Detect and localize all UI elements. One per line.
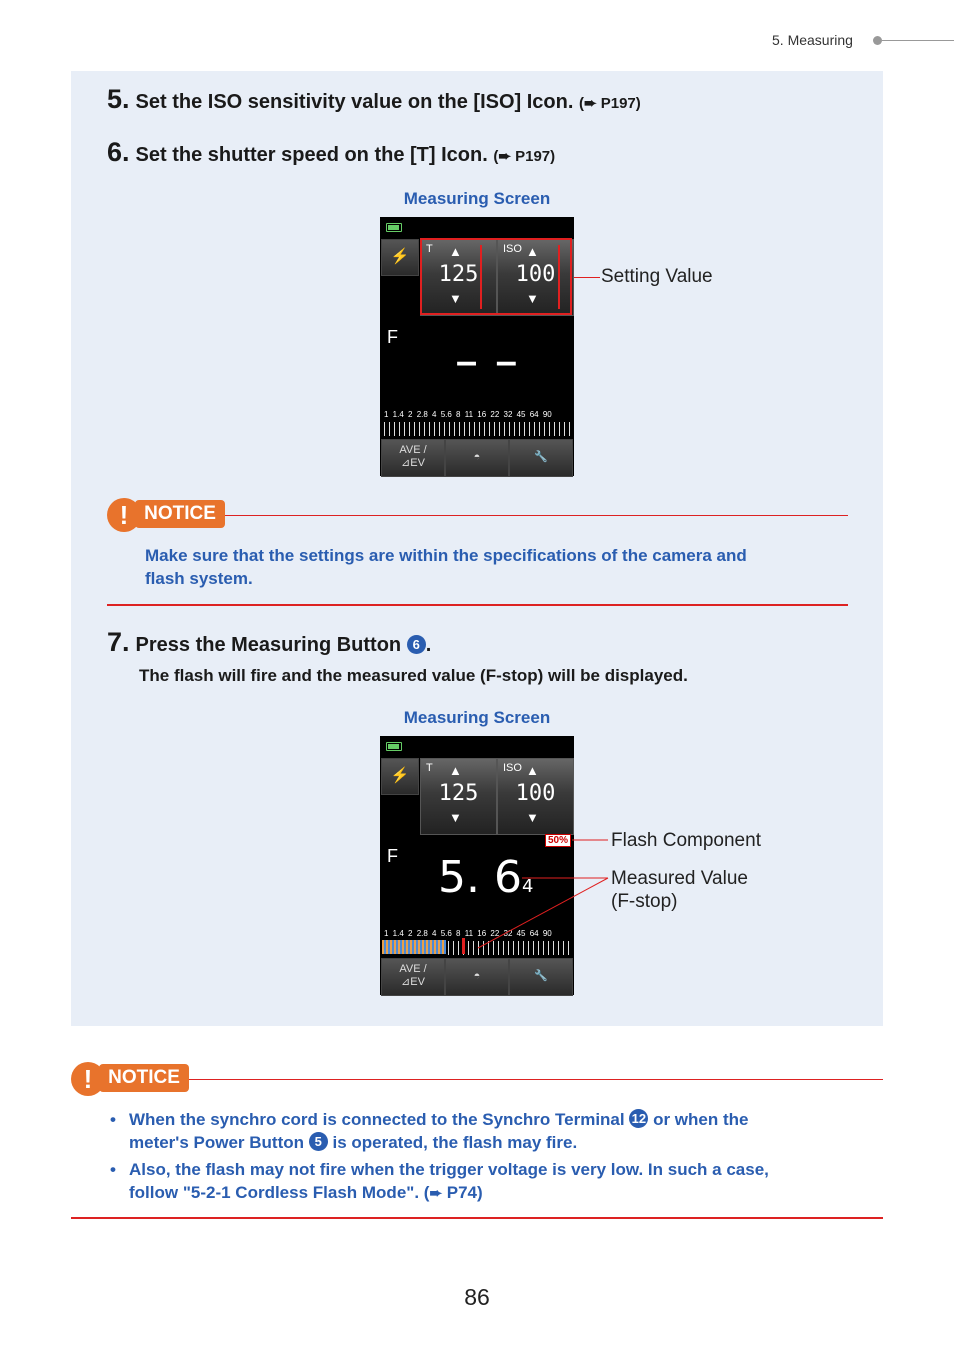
iso-tile[interactable]: ISO ▲ 100 ▼ (497, 239, 574, 316)
wrench-icon[interactable]: 🔧 (509, 439, 573, 477)
chevron-down-icon[interactable]: ▼ (449, 291, 462, 306)
screen-caption: Measuring Screen (403, 708, 551, 727)
measuring-screen-1 (380, 217, 574, 476)
callout-measured-value: Measured Value (F-stop) (611, 868, 748, 912)
chevron-down-icon[interactable]: ▼ (526, 291, 539, 306)
setting-highlight (420, 238, 572, 315)
iso-value: 100 (515, 262, 556, 287)
measured-value: 5. 64 (438, 852, 534, 903)
arrow-right-icon: ➨ (429, 1185, 443, 1202)
iso-value: 100 (515, 781, 556, 806)
notice-rule (189, 1079, 883, 1080)
f-label: F (387, 327, 398, 347)
step-6 (107, 137, 555, 168)
power-button-badge: 5 (309, 1132, 328, 1151)
notice-text: Make sure that the settings are within the specifications of the camera and flash system. (145, 546, 747, 588)
chevron-down-icon[interactable]: ▼ (449, 810, 462, 825)
measured-indicator (462, 938, 465, 954)
wrench-icon[interactable]: 🔧 (509, 958, 573, 996)
header-dot (873, 36, 882, 45)
notice-rule (225, 515, 848, 516)
chevron-up-icon[interactable]: ▲ (526, 763, 539, 778)
chevron-up-icon[interactable]: ▲ (449, 244, 462, 259)
measuring-button-badge: 6 (407, 635, 426, 654)
step-text: Set the shutter speed on the [T] Icon. (135, 144, 488, 166)
callout-leaders (470, 830, 610, 955)
callout-line (574, 277, 600, 278)
ave-ev-button[interactable]: AVE / ⊿EV (381, 958, 445, 996)
shutter-speed-value: 125 (438, 781, 479, 806)
ave-ev-button[interactable]: AVE / ⊿EV (381, 439, 445, 477)
battery-icon (386, 742, 402, 751)
arrow-right-icon: ➨ (583, 95, 597, 112)
step-number: 5. (107, 84, 130, 114)
notice-end-rule (71, 1217, 883, 1219)
chevron-up-icon[interactable]: ▲ (526, 244, 539, 259)
step-number: 7. (107, 627, 130, 657)
notice-badge: NOTICE ! (107, 498, 225, 532)
step-text: Press the Measuring Button (135, 634, 402, 656)
flash-mode-icon[interactable]: ⚡ (381, 239, 419, 276)
shutter-speed-value: 125 (438, 262, 479, 287)
red-arrow-icon (480, 245, 482, 309)
dome-icon[interactable]: ◓ (445, 958, 509, 996)
step-7: 7. Press the Measuring Button 6 . (107, 627, 432, 657)
exclamation-icon: ! (107, 498, 141, 532)
header-rule (882, 40, 954, 41)
page-ref[interactable]: ➨ P74 (429, 1183, 478, 1202)
red-arrow-icon (558, 245, 560, 309)
arrow-right-icon: ➨ (498, 148, 511, 165)
callout-flash-component: Flash Component (611, 830, 761, 851)
header-section-title: 5. Measuring (772, 32, 853, 48)
notice-badge: NOTICE ! (71, 1062, 189, 1096)
scale-ticks (384, 422, 570, 436)
chevron-down-icon[interactable]: ▼ (526, 810, 539, 825)
page-ref[interactable]: (➨ P197) (493, 148, 556, 165)
iso-tile[interactable]: ISO ▲ 100 ▼ (497, 758, 574, 835)
screen-caption: Measuring Screen (403, 189, 551, 208)
step-number: 6. (107, 137, 130, 167)
page-number: 86 (464, 1284, 490, 1310)
f-label: F (387, 846, 398, 866)
aperture-scale: 1 1.4 2 2.8 4 5.6 8 11 16 22 32 45 64 90 (384, 410, 552, 419)
shutter-speed-tile[interactable]: T ▲ 125 ▼ (420, 239, 497, 316)
page-ref[interactable]: (➨ P197) (578, 95, 641, 112)
step-text: Set the ISO sensitivity value on the [ISO] Icon. (135, 91, 574, 113)
measured-value: – – (456, 341, 521, 383)
aperture-scale: 1 1.4 2 2.8 4 5.6 8 11 16 22 32 45 64 90 (384, 929, 552, 938)
flash-component-badge: 50% (545, 834, 571, 847)
flash-component-bar (382, 940, 446, 954)
chevron-up-icon[interactable]: ▲ (449, 763, 462, 778)
callout-setting-value: Setting Value (601, 266, 713, 287)
dome-icon[interactable]: ◓ (445, 439, 509, 477)
flash-mode-icon[interactable]: ⚡ (381, 758, 419, 795)
indicator-leader (478, 878, 608, 948)
step-5 (107, 84, 641, 115)
step-7-description: The flash will fire and the measured value (F-stop) will be displayed. (139, 666, 688, 685)
shutter-speed-tile[interactable]: T ▲ 125 ▼ (420, 758, 497, 835)
battery-icon (386, 223, 402, 232)
synchro-terminal-badge: 12 (629, 1109, 648, 1128)
exclamation-icon: ! (71, 1062, 105, 1096)
notice-end-rule (107, 604, 848, 606)
